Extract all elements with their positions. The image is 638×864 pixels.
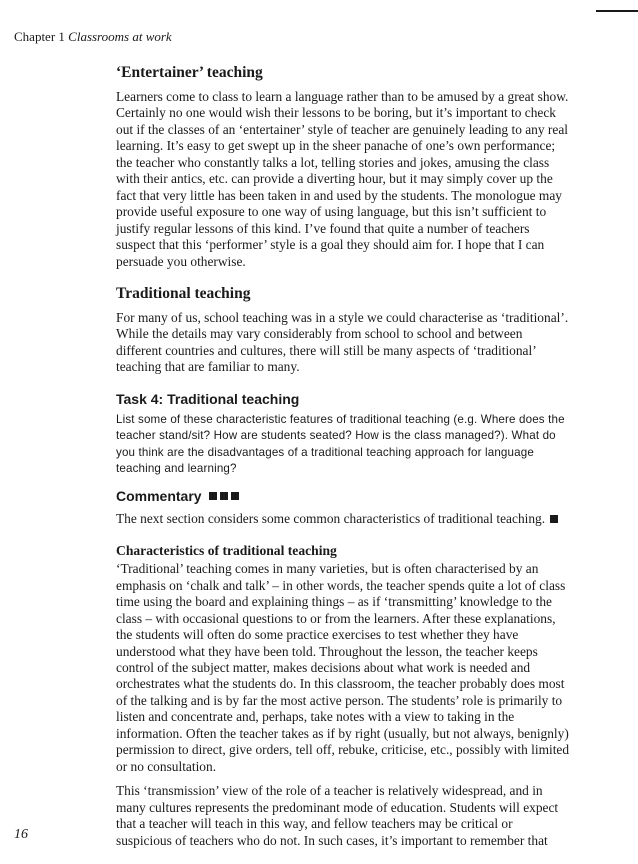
commentary-body: The next section considers some common characteristics of traditional teaching. <box>116 510 546 526</box>
characteristics-para-2: This ‘transmission’ view of the role of a teacher is relatively widespread, and in many cultures represents the predominant mode of education. Students will expect that a teacher will teach in this way, and fellow teachers may be critical or suspicious of teachers who do not. In such cases, it’s important to remember that <box>116 783 559 848</box>
traditional-body: For many of us, school teaching was in a style we could characterise as ‘traditional’. While the details may vary considerably from school to school and between different countries and cultures, there will still be many aspects of ‘traditional’ teaching that are familiar to many. <box>116 309 569 375</box>
chapter-label: Chapter 1 <box>14 29 65 44</box>
running-head <box>14 29 172 45</box>
commentary-body-row <box>116 511 570 527</box>
entertainer-heading: ‘Entertainer’ teaching <box>116 64 263 81</box>
commentary-heading-row <box>116 488 570 505</box>
square-bullet-icon <box>231 492 239 500</box>
top-rule <box>596 10 638 12</box>
entertainer-body: Learners come to class to learn a language rather than to be amused by a great show. Certainly no one would wish their lessons to be boring, but it’s important to check out if the classes of an ‘entertainer’ style of teacher are genuinely leading to any real learning. It’s easy to get swept up in the sheer panache of one’s own performance; the teacher who constantly talks a lot, telling stories and jokes, amusing the class with their antics, etc. can provide a diverting hour, but it may simply cover up the fact that very little has been taken in and used by the students. The monologue may provide useful exposure to one way of using language, but this isn’t sufficient to justify regular lessons of this kind. I’ve found that quite a number of teachers suspect that this ‘performer’ style is a goal they should aim for. I hope that I can persuade you otherwise. <box>116 89 569 269</box>
task-body: List some of these characteristic features of traditional teaching (e.g. Where does the teacher stand/sit? How are students seated? How is the class managed?). What do you think are the disadvantages of a traditional teaching approach for language teaching and learning? <box>116 412 565 476</box>
square-bullet-icon <box>220 492 228 500</box>
task-heading: Task 4: Traditional teaching <box>116 390 300 407</box>
square-bullet-icon <box>209 492 217 500</box>
characteristics-heading: Characteristics of traditional teaching <box>116 543 337 559</box>
chapter-title: Classrooms at work <box>68 29 172 44</box>
end-square-icon <box>550 515 558 523</box>
page-number: 16 <box>14 827 28 842</box>
commentary-heading: Commentary <box>116 487 202 504</box>
traditional-heading: Traditional teaching <box>116 284 251 302</box>
characteristics-para-1: ‘Traditional’ teaching comes in many varieties, but is often characterised by an emphasis on ‘chalk and talk’ – in other words, the teacher spends quite a lot of class time using the board and explaining things – as if ‘transmitting’ knowledge to the class – with occasional questions to or from the learners. After these explanations, the students will often do some practice exercises to test whether they have understood what they have been told. Throughout the lesson, the teacher keeps control of the subject matter, makes decisions about what work is needed and orchestrates what the students do. In this classroom, the teacher probably does most of the talking and is by far the most active person. The students’ role is primarily to listen and concentrate and, perhaps, take notes with a view to taking in the information. Often the teacher takes as if by right (usually, but not always, benignly) permission to direct, give orders, tell off, rebuke, criticise, etc., possibly with limited or no consultation. <box>116 561 570 774</box>
main-content <box>116 64 570 849</box>
